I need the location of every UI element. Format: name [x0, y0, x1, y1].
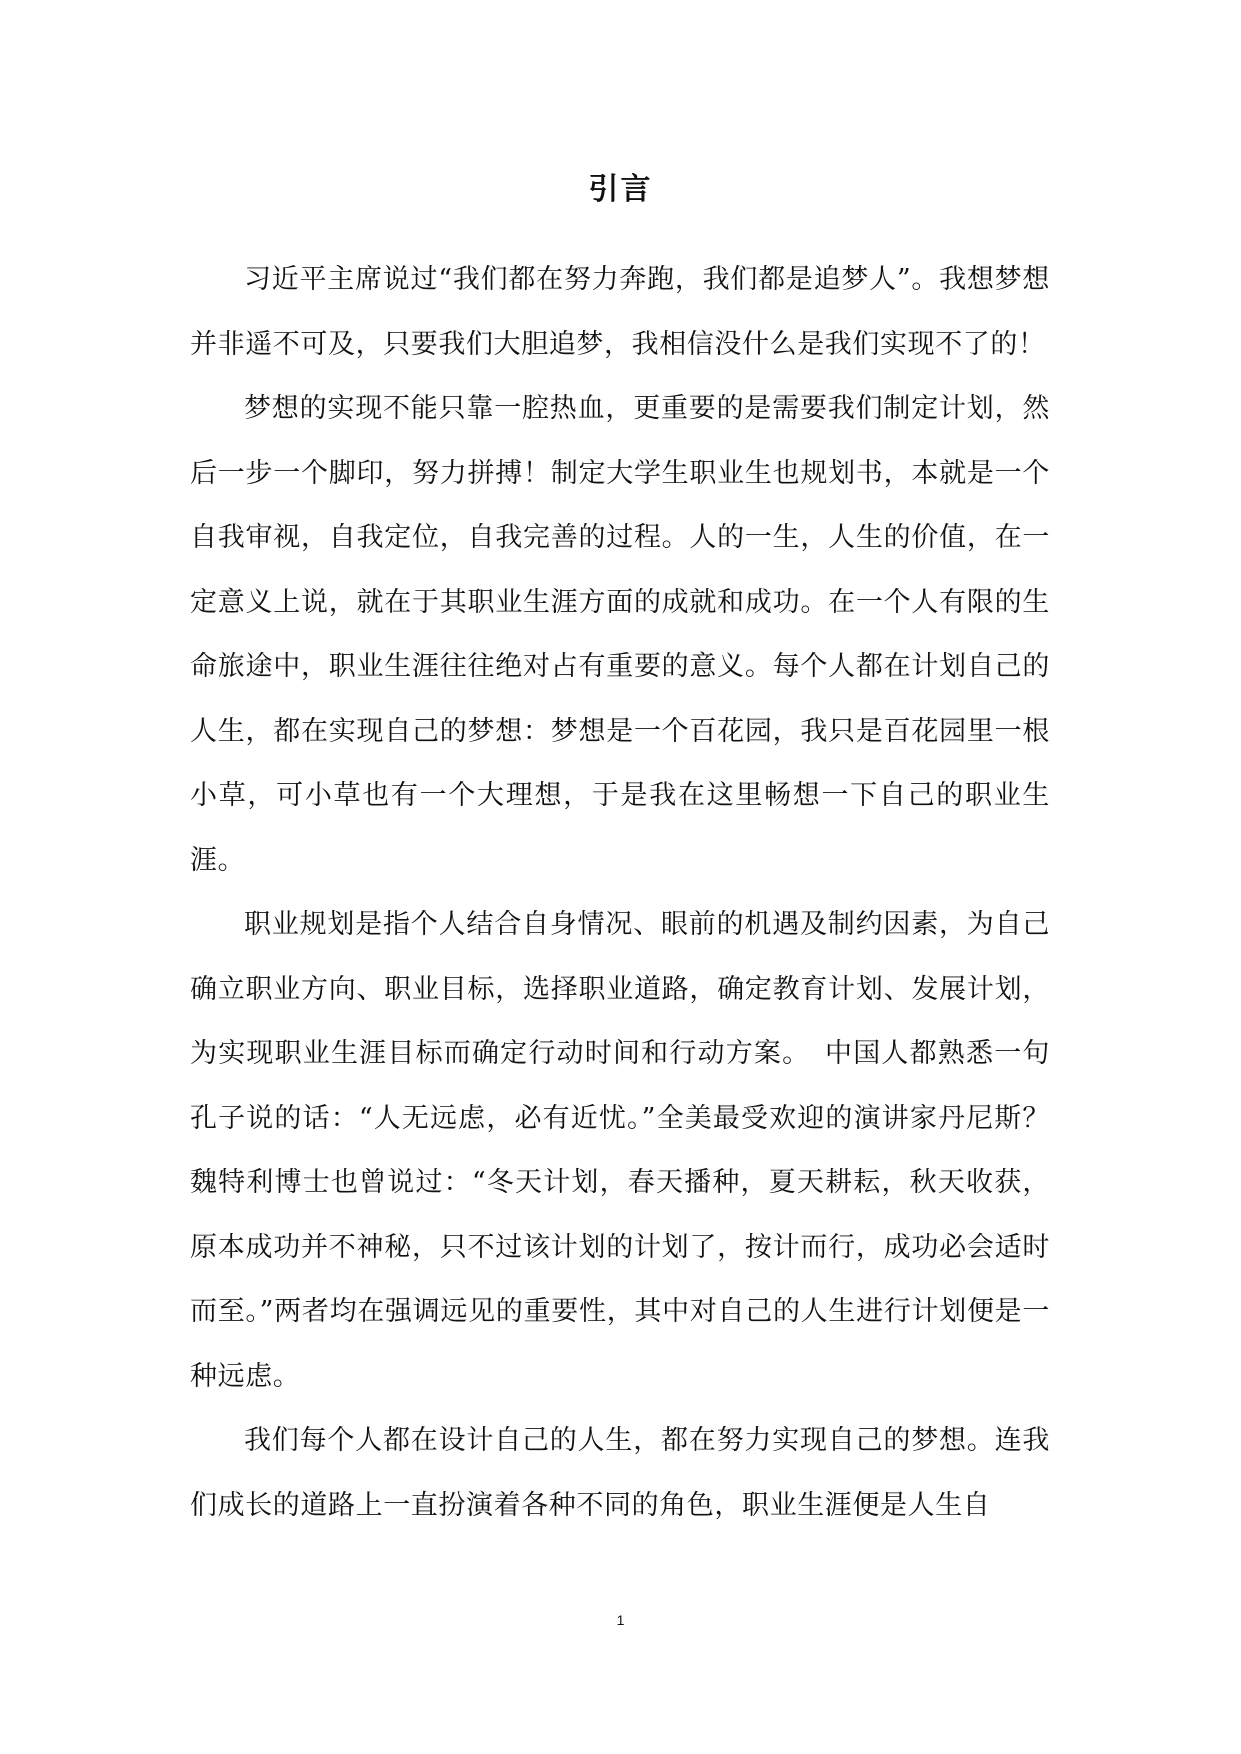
paragraph-3: 职业规划是指个人结合自身情况、眼前的机遇及制约因素，为自己确立职业方向、职业目标，选择职业道路，确定教育计划、发展计划，为实现职业生涯目标而确定行动时间和行动方案。 中国人都熟悉一句孔子说的话：“人无远虑，必有近忧。”全美最受欢迎的演讲家丹尼斯？魏特利博士也曾说过：“冬天计划，春天播种，夏天耕耘，秋天收获，原本成功并不神秘，只不过该计划的计划了，按计而行，成功必会适时而至。”两者均在强调远见的重要性，其中对自己的人生进行计划便是一种远虑。: [190, 909, 1050, 1392]
body-text: [190, 248, 1050, 1538]
paragraph-4: 我们每个人都在设计自己的人生，都在努力实现自己的梦想。连我们成长的道路上一直扮演着各种不同的角色，职业生涯便是人生自: [190, 1425, 1050, 1521]
paragraph-2: 梦想的实现不能只靠一腔热血，更重要的是需要我们制定计划，然后一步一个脚印，努力拼搏！制定大学生职业生也规划书，本就是一个自我审视，自我定位，自我完善的过程。人的一生，人生的价值，在一定意义上说，就在于其职业生涯方面的成就和成功。在一个人有限的生命旅途中，职业生涯往往绝对占有重要的意义。每个人都在计划自己的人生，都在实现自己的梦想：梦想是一个百花园，我只是百花园里一根小草，可小草也有一个大理想，于是我在这里畅想一下自己的职业生涯。: [190, 393, 1050, 876]
paragraph-1: 习近平主席说过“我们都在努力奔跑，我们都是追梦人”。我想梦想并非遥不可及，只要我们大胆追梦，我相信没什么是我们实现不了的！: [190, 264, 1050, 360]
page-title: 引言: [588, 172, 653, 207]
page-number: 1: [616, 1612, 625, 1628]
